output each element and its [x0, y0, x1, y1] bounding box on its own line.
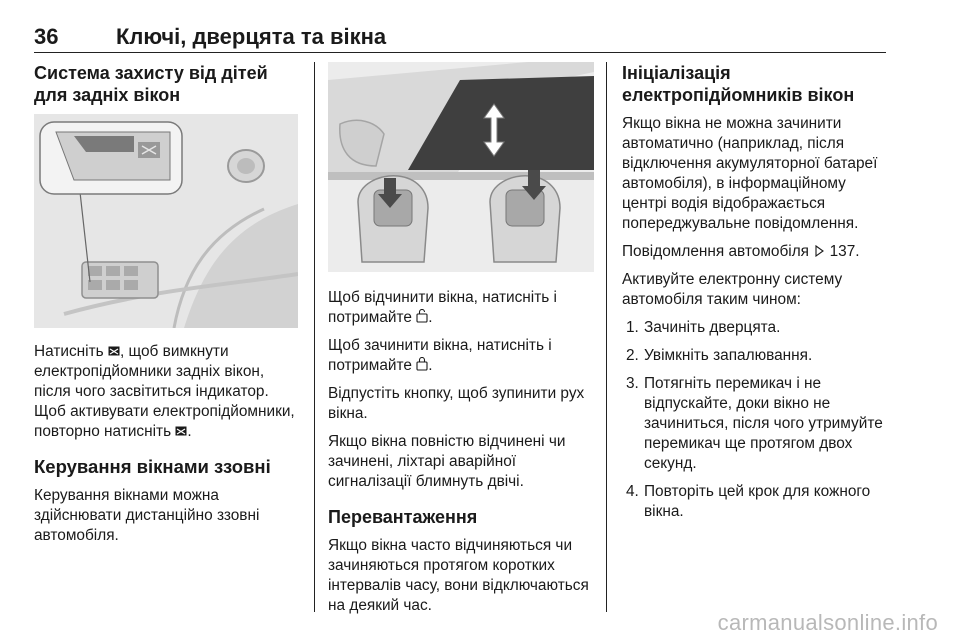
paragraph: Якщо вікна часто відчиняються чи зачиняються протягом коротких інтервалів часу, вони відключаються на деякий час. [328, 537, 589, 614]
paragraph [328, 336, 600, 376]
text: , щоб вимкнути електропідйомники задніх вікон, після чого засвітиться індикатор. Щоб активувати електропідйомники, повторно натисніть [34, 343, 295, 440]
unlock-button-icon [416, 309, 428, 323]
paragraph: Якщо вікна повністю відчинені чи зачинені, ліхтарі аварійної сигналізації блимнуть двічі. [328, 433, 566, 490]
page-header [34, 24, 886, 52]
paragraph: Активуйте електронну систему автомобіля таким чином: [622, 271, 843, 308]
paragraph [34, 342, 302, 442]
list-item: 1. Зачиніть дверцята. [626, 319, 781, 336]
list-item: 4. Повторіть цей крок для кожного вікна. [626, 483, 871, 520]
text: . [428, 357, 433, 374]
paragraph: Відпустіть кнопку, щоб зупинити рух вікна. [328, 385, 585, 422]
paragraph [328, 288, 600, 328]
watermark: carmanualsonline.info [717, 610, 938, 635]
steps-list [622, 318, 890, 522]
page-number: 36 [34, 24, 59, 49]
page-reference: 137. [829, 243, 860, 260]
column-3 [622, 62, 890, 530]
list-item: 2. Увімкніть запалювання. [626, 347, 813, 364]
text: . [187, 423, 192, 440]
door-switch-illustration [34, 114, 298, 328]
column-2 [328, 62, 600, 624]
window-lock-icon [175, 425, 187, 437]
list-item: 3. Потягніть перемикач і не відпускайте, доки вікно не зачиниться, після чого утримуйте перемикач ще протягом двох секунд. [626, 375, 883, 472]
chapter-title: Ключі, дверцята та вікна [116, 24, 387, 49]
section-heading: Ініціалізація електропідйомників вікон [622, 63, 855, 105]
text: Щоб зачинити вікна, натисніть і потримайте [328, 337, 552, 374]
window-lock-icon [108, 345, 120, 357]
section-heading: Перевантаження [328, 507, 478, 527]
text: Щоб відчинити вікна, натисніть і потримайте [328, 289, 557, 326]
lock-button-icon [416, 357, 428, 371]
header-rule [34, 52, 886, 53]
remote-key-illustration [328, 62, 594, 272]
section-heading: Система захисту від дітей для задніх вікон [34, 63, 268, 105]
text: Повідомлення автомобіля [622, 243, 810, 260]
page-reference-arrow-icon [813, 245, 825, 257]
paragraph [622, 242, 890, 262]
text: . [428, 309, 433, 326]
paragraph: Якщо вікна не можна зачинити автоматично (наприклад, після відключення акумуляторної батареї автомобіля), в інформаційному центрі водія відображається попереджувальне повідомлення. [622, 115, 878, 232]
column-1 [34, 62, 302, 554]
text: Натисніть [34, 343, 104, 360]
section-heading: Керування вікнами ззовні [34, 456, 271, 477]
column-divider [314, 62, 315, 612]
paragraph: Керування вікнами можна здійснювати дистанційно ззовні автомобіля. [34, 487, 260, 544]
column-divider [606, 62, 607, 612]
